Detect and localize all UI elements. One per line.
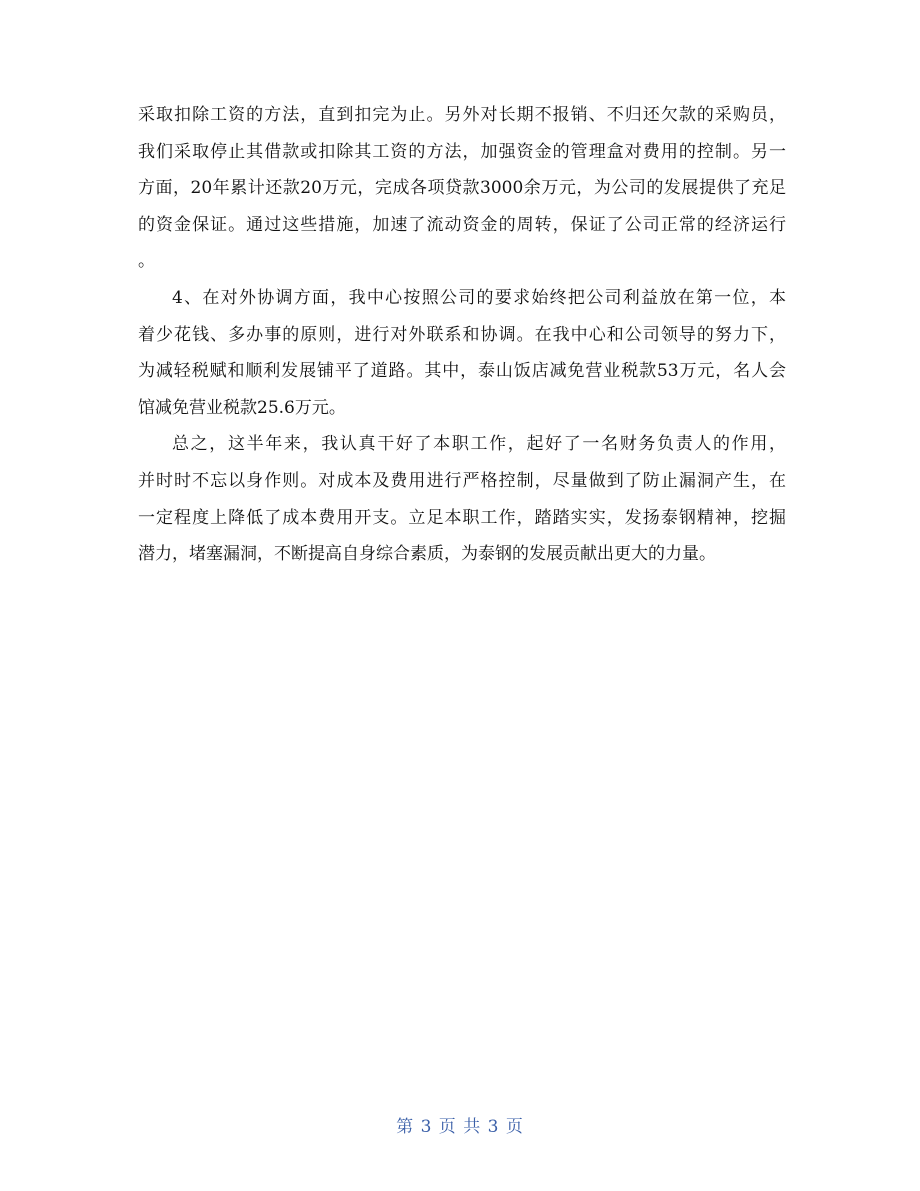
text-line: 并时时不忘以身作则。对成本及费用进行严格控制，尽量做到了防止漏洞产生，在 (138, 470, 786, 491)
text-line: 我们采取停止其借款或扣除其工资的方法，加强资金的管理盒对费用的控制。另一 (138, 141, 786, 162)
text-line: 采取扣除工资的方法，直到扣完为止。另外对长期不报销、不归还欠款的采购员， (138, 105, 786, 125)
text-line: 的资金保证。通过这些措施，加速了流动资金的周转，保证了公司正常的经济运行 (138, 214, 786, 235)
text-line: 4、在对外协调方面，我中心按照公司的要求始终把公司利益放在第一位，本 (172, 287, 786, 308)
page-footer: 第 3 页 共 3 页 (396, 1117, 524, 1137)
text-line: 馆减免营业税款25.6万元。 (138, 397, 346, 418)
document-body (138, 97, 786, 573)
paragraph-continued (138, 97, 786, 280)
text-line: 着少花钱、多办事的原则，进行对外联系和协调。在我中心和公司领导的努力下， (138, 324, 786, 345)
paragraph-external-coordination (138, 280, 786, 426)
text-line: 方面，20年累计还款20万元，完成各项贷款3000余万元，为公司的发展提供了充足 (138, 178, 786, 199)
text-line: 。 (138, 251, 155, 272)
text-line: 潜力，堵塞漏洞，不断提高自身综合素质，为泰钢的发展贡献出更大的力量。 (138, 544, 716, 565)
text-line: 为减轻税赋和顺利发展铺平了道路。其中，泰山饭店减免营业税款53万元，名人会 (138, 361, 786, 382)
text-line: 一定程度上降低了成本费用开支。立足本职工作，踏踏实实，发扬泰钢精神，挖掘 (138, 507, 786, 528)
text-line: 总之，这半年来，我认真干好了本职工作，起好了一名财务负责人的作用， (172, 434, 786, 455)
paragraph-summary (138, 426, 786, 572)
